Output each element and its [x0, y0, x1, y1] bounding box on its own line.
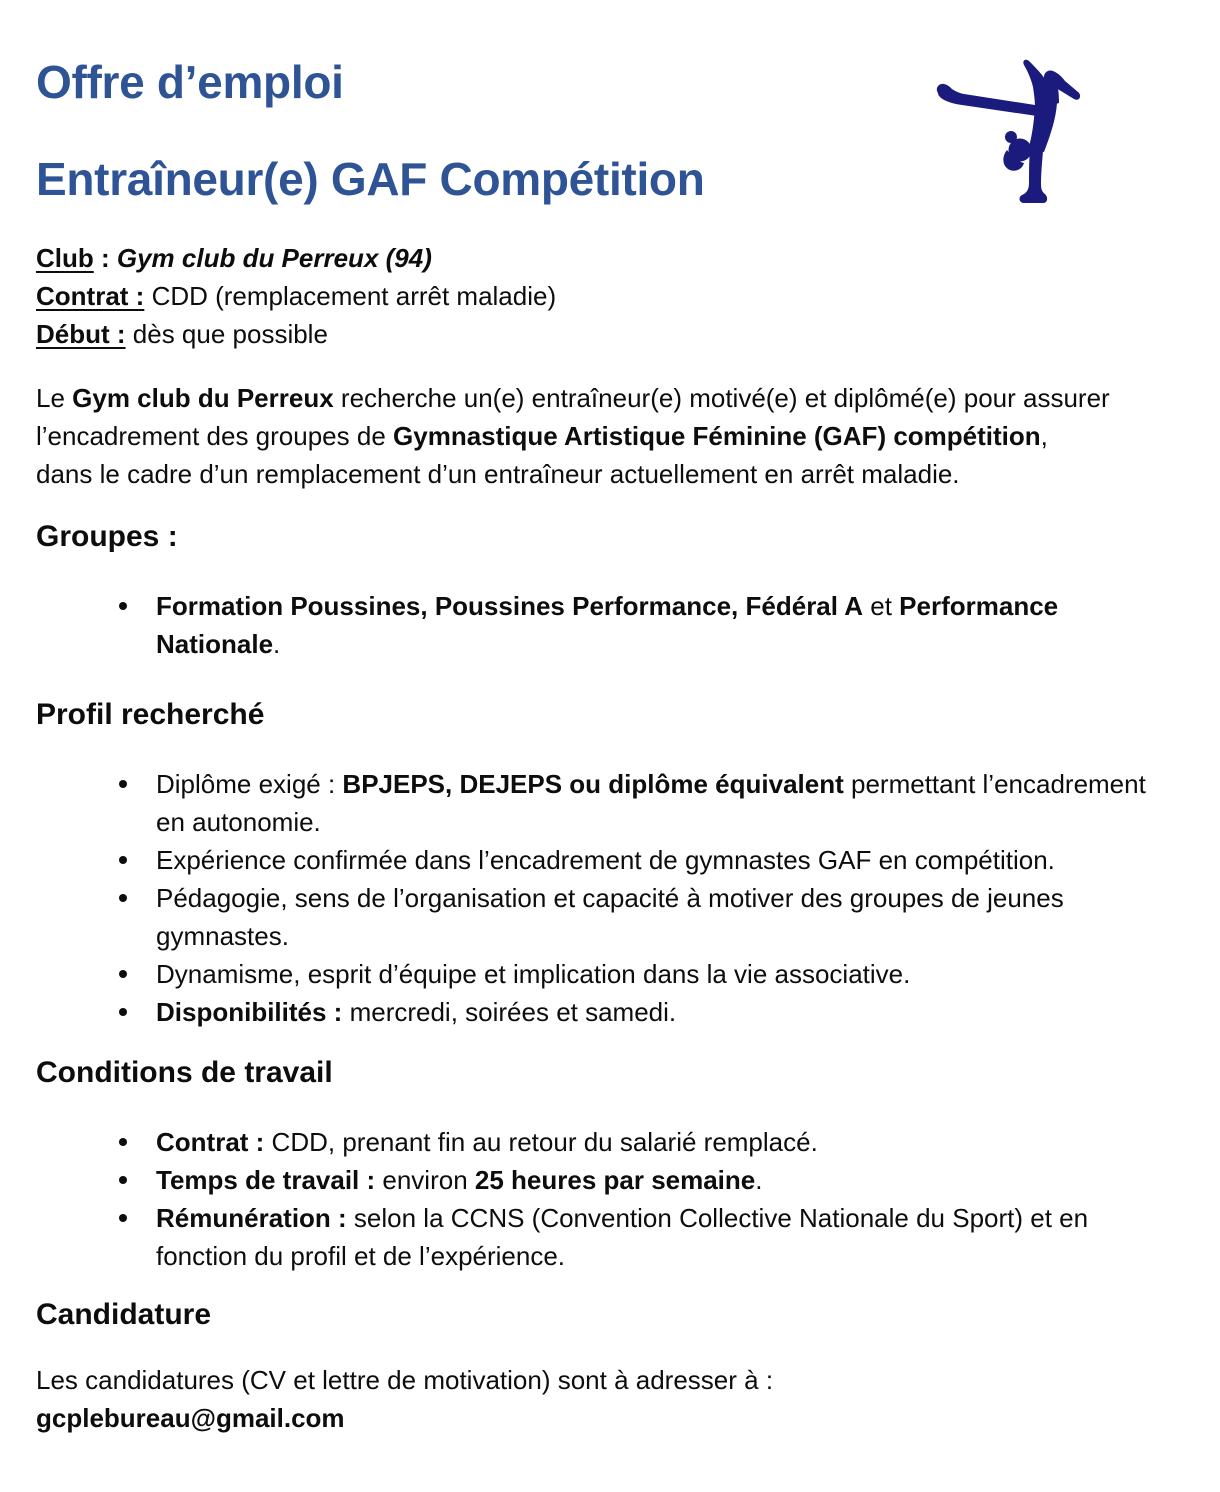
section-heading-groupes: Groupes :	[36, 519, 178, 553]
groupes-list	[36, 587, 1184, 663]
section-heading-candidature: Candidature	[36, 1297, 212, 1331]
meta-debut	[36, 315, 1184, 353]
intro-paragraph: Le Gym club du Perreux recherche un(e) entraîneur(e) motivé(e) et diplômé(e) pour assurer l’encadrement des groupes de Gymnastique Artistique Féminine (GAF) compétition, dans le cadre d’un remplacement d’un entraîneur actuellement en arrêt maladie.	[36, 382, 1110, 489]
candidature-email: gcplebureau@gmail.com	[36, 1402, 345, 1433]
meta-contrat-value: CDD (remplacement arrêt maladie)	[151, 280, 557, 311]
meta-debut-value: dès que possible	[132, 318, 328, 349]
meta-debut-label: Début :	[36, 318, 126, 349]
list-item: Disponibilités : mercredi, soirées et samedi.	[156, 993, 1161, 1031]
meta-club-value: Gym club du Perreux (94)	[116, 242, 432, 273]
page-title: Offre d’emploi	[36, 56, 344, 108]
meta-club-label: Club	[36, 242, 94, 273]
page-subtitle: Entraîneur(e) GAF Compétition	[36, 153, 705, 206]
section-heading-conditions: Conditions de travail	[36, 1055, 333, 1089]
list-item: Pédagogie, sens de l’organisation et capacité à motiver des groupes de jeunes gymnastes.	[156, 879, 1161, 955]
meta-contrat-label: Contrat :	[36, 280, 145, 311]
job-meta	[36, 239, 1184, 353]
candidature-block	[36, 1361, 1111, 1437]
meta-club: Club : Gym club du Perreux (94)	[36, 242, 432, 273]
list-item: Dynamisme, esprit d’équipe et implication dans la vie associative.	[156, 955, 1161, 993]
list-item: Rémunération : selon la CCNS (Convention Collective Nationale du Sport) et en fonction du profil et de l’expérience.	[156, 1199, 1161, 1275]
list-item: Temps de travail : environ 25 heures par semaine.	[156, 1161, 1161, 1199]
list-item: Expérience confirmée dans l’encadrement de gymnastes GAF en compétition.	[156, 841, 1161, 879]
profil-list	[36, 765, 1184, 1031]
section-heading-profil: Profil recherché	[36, 697, 265, 731]
list-item: Diplôme exigé : BPJEPS, DEJEPS ou diplôme équivalent permettant l’encadrement en autonomie.	[156, 765, 1161, 841]
candidature-instructions: Les candidatures (CV et lettre de motivation) sont à adresser à :	[36, 1364, 774, 1395]
list-item: Formation Poussines, Poussines Performance, Fédéral A et Performance Nationale.	[156, 587, 1161, 663]
meta-contrat	[36, 277, 1184, 315]
conditions-list	[36, 1123, 1184, 1275]
gymnast-icon	[934, 52, 1094, 214]
list-item: Contrat : CDD, prenant fin au retour du salarié remplacé.	[156, 1123, 1161, 1161]
